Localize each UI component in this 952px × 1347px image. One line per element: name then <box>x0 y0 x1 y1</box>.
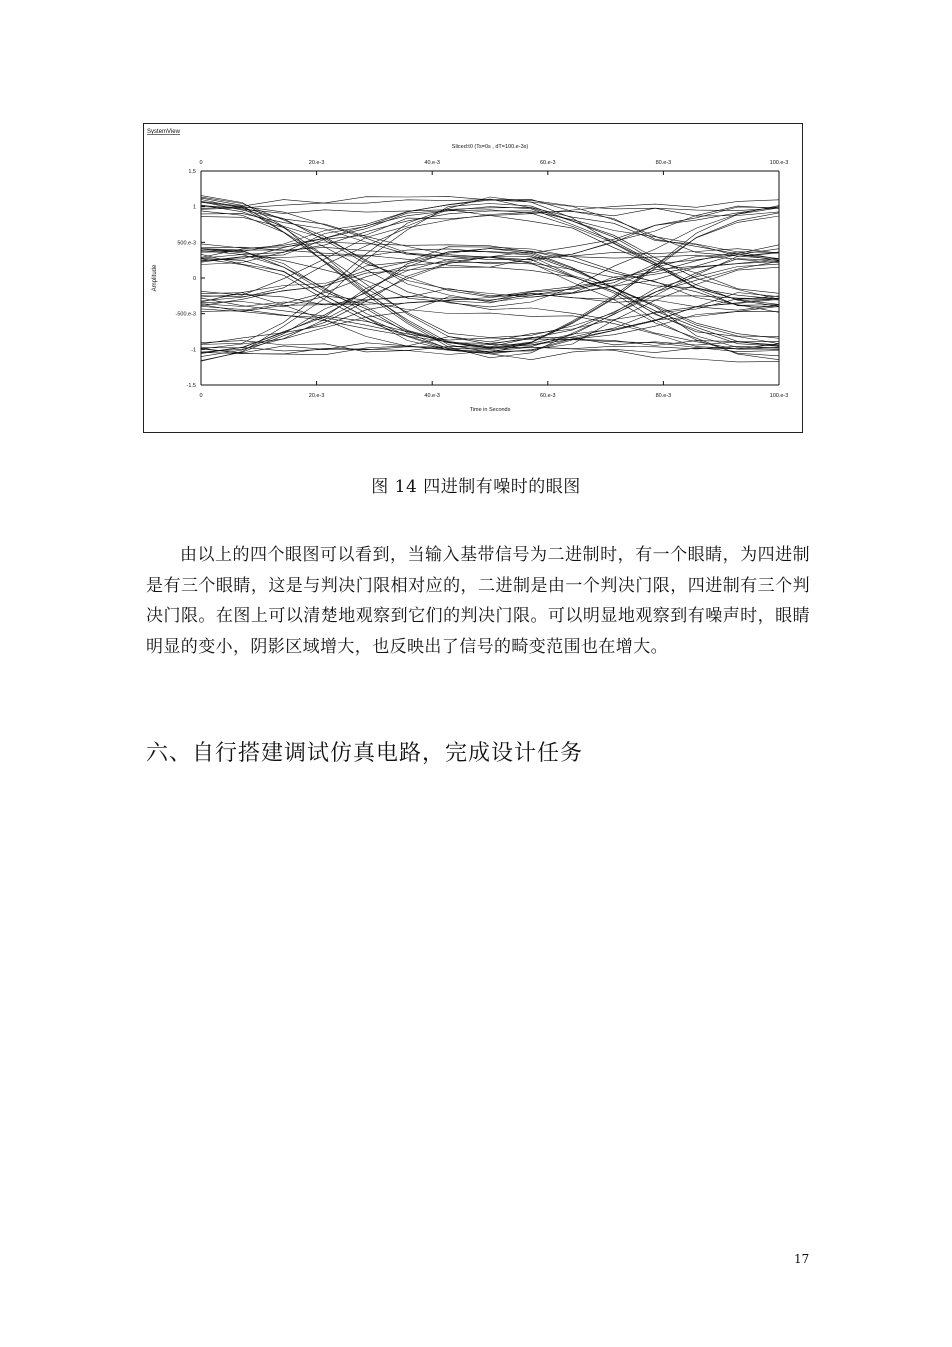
eye-trace <box>201 305 779 346</box>
y-tick-label: 1 <box>192 204 196 211</box>
y-axis-label: Amplitude <box>152 264 158 292</box>
y-tick-label: 1.5 <box>188 169 196 175</box>
x-tick-label-bottom: 100.e-3 <box>769 393 789 399</box>
x-tick-label-top: 40.e-3 <box>424 160 441 166</box>
x-axis-label: Time in Seconds <box>469 407 511 413</box>
x-tick-label-bottom: 40.e-3 <box>424 393 441 399</box>
x-tick-label-top: 100.e-3 <box>769 160 789 166</box>
eye-trace <box>201 210 779 306</box>
eye-traces <box>201 196 779 362</box>
eye-trace <box>201 198 779 352</box>
section-heading: 六、自行搭建调试仿真电路，完成设计任务 <box>146 741 584 766</box>
y-tick-label: -1 <box>191 347 196 354</box>
page-number: 17 <box>794 1252 810 1266</box>
y-tick-label: -1.5 <box>186 383 196 389</box>
y-tick-label: -500.e-3 <box>175 311 196 318</box>
eye-trace <box>201 211 779 265</box>
app-label: SystemView <box>147 129 180 135</box>
body-paragraph: 由以上的四个眼图可以看到，当输入基带信号为二进制时，有一个眼睛，为四进制是有三个眼睛，这是与判决门限相对应的，二进制是由一个判决门限，四进制有三个判决门限。在图上可以清楚地观察到它们的判决门限。可以明显地观察到有噪声时，眼睛明显的变小，阴影区域增大，也反映出了信号的畸变范围也在增大。 <box>146 545 810 657</box>
y-tick-label: 500.e-3 <box>177 240 196 247</box>
x-tick-label-bottom: 60.e-3 <box>539 393 556 399</box>
x-tick-label-bottom: 20.e-3 <box>308 393 325 399</box>
x-tick-label-top: 60.e-3 <box>539 160 556 166</box>
chart-title: Sliced:t0 (Ts=0s , dT=100.e-3s) <box>451 144 529 150</box>
figure-caption: 图 14 四进制有噪时的眼图 <box>371 477 581 497</box>
y-tick-label: 0 <box>192 276 196 282</box>
eye-diagram-figure <box>143 123 803 433</box>
x-tick-label-top: 0 <box>199 160 203 166</box>
eye-trace <box>201 251 779 349</box>
eye-trace <box>201 202 779 360</box>
eye-diagram-chart <box>144 124 802 432</box>
x-tick-label-bottom: 0 <box>199 393 203 399</box>
x-tick-label-top: 80.e-3 <box>655 160 672 166</box>
x-tick-label-top: 20.e-3 <box>308 160 325 166</box>
x-tick-label-bottom: 80.e-3 <box>655 393 672 399</box>
